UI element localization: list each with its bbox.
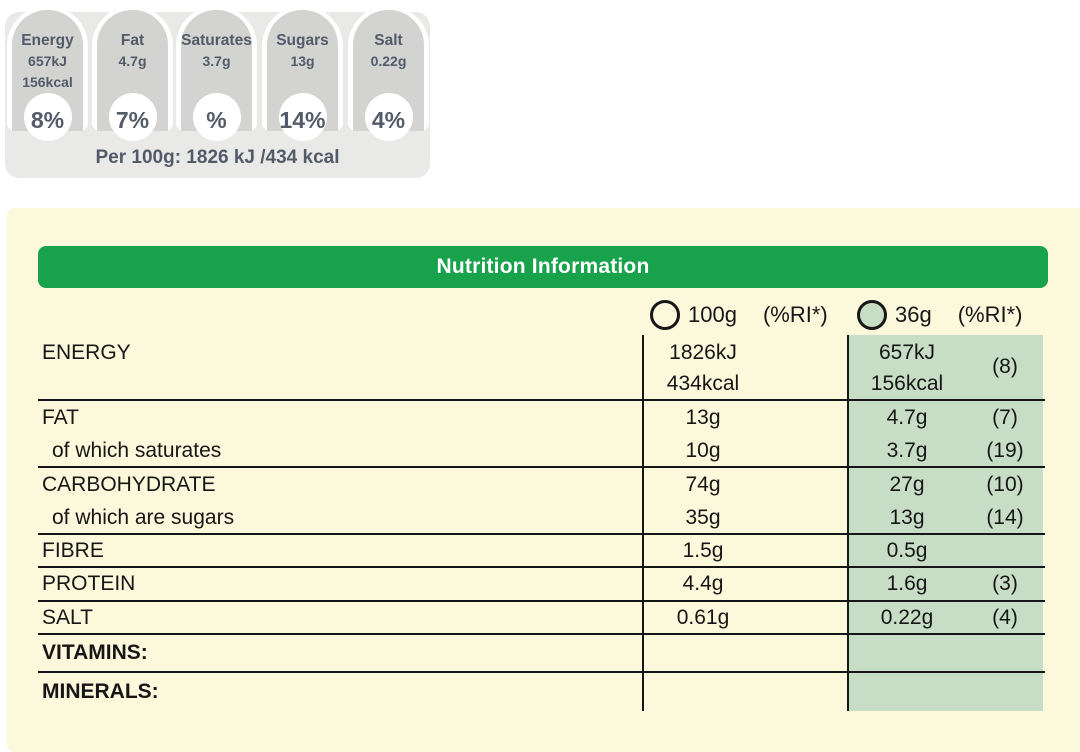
table-row [38,673,1045,710]
badge-content [169,6,264,71]
value-36g: 27g [889,473,925,496]
row-label: SALT [42,605,93,629]
ri-36g: (7) [992,406,1018,429]
column-label-ri-36g: (%RI*) [957,302,1023,327]
row-label: PROTEIN [42,572,136,595]
badge-content [85,6,180,71]
traffic-badge-saturates [176,6,257,131]
traffic-light-banner [5,12,430,178]
ri-36g: (19) [986,438,1024,462]
badge-value: 13g [290,53,315,69]
row-label: CARBOHYDRATE [42,473,216,496]
traffic-badge-salt [348,6,429,131]
per-100g-summary: Per 100g: 1826 kJ /434 kcal [95,147,340,168]
column-header-100g [642,295,828,335]
badge-percent: 4% [371,107,406,133]
ri-36g: (10) [986,473,1024,496]
table-row [38,335,1045,401]
row-label: ENERGY [42,341,131,364]
badge-label: Energy [21,32,74,49]
value-36g: 0.5g [886,538,928,562]
badge-value: 4.7g [118,53,147,69]
nutrition-panel [7,208,1080,752]
nutrition-title: Nutrition Information [436,255,650,278]
value-100g: 10g [685,438,721,462]
badge-value: 156kcal [22,74,73,90]
value-36g: 13g [889,505,925,529]
badge-value: 0.22g [370,53,407,69]
traffic-badge-sugars [262,6,343,131]
value-100g: 35g [685,505,721,529]
serving-circle-icon-36g [857,300,887,330]
badge-value: 3.7g [202,53,231,69]
table-header-row [38,295,1045,335]
badge-label: Sugars [276,32,329,49]
serving-circle-icon-100g [650,300,680,330]
row-label: FIBRE [42,538,104,562]
column-header-36g [847,295,1023,335]
value-100g: 74g [685,473,721,496]
ri-36g: (14) [986,505,1024,529]
badge-content [255,6,350,71]
table-row [38,468,1045,502]
value-36g: 0.22g [880,605,934,629]
table-row [38,568,1045,602]
row-label: of which are sugars [52,505,235,529]
badge-value: 657kJ [28,53,67,69]
badge-content [341,6,436,71]
value-36g: 1.6g [886,572,928,595]
value-36g: 657kJ 156kcal [870,341,944,395]
column-label-ri-100g: (%RI*) [762,302,828,327]
badge-label: Salt [374,32,403,49]
badge-label: Fat [120,32,145,49]
ri-100g [762,335,849,337]
value-100g: 4.4g [682,572,724,595]
badge-label: Saturates [181,32,252,49]
row-label: VITAMINS: [42,641,148,664]
table-body [38,335,1045,710]
nutrition-title-bar [38,246,1048,288]
badge-content [0,6,95,92]
traffic-badge-fat [92,6,173,131]
row-label: MINERALS: [42,679,159,703]
table-row [38,435,1045,468]
traffic-badge-energy [7,6,88,131]
row-label: of which saturates [52,438,222,462]
table-row [38,635,1045,673]
value-100g: 1.5g [682,538,724,562]
value-100g: 1826kJ 434kcal [666,341,740,395]
value-36g: 3.7g [886,438,928,462]
row-label: FAT [42,406,79,429]
ri-36g: (8) [992,355,1018,378]
nutrition-table [38,295,1045,711]
badge-percent: 7% [115,107,150,133]
badge-percent: 14% [279,107,326,133]
ri-36g: (4) [992,605,1018,629]
table-row [38,502,1045,535]
badge-percent: 8% [30,107,65,133]
value-100g: 13g [685,406,721,429]
table-row [38,602,1045,635]
badge-percent: % [206,107,227,133]
ri-36g: (3) [992,572,1018,595]
column-label-36g: 36g [895,302,932,327]
value-100g: 0.61g [676,605,730,629]
table-row [38,401,1045,435]
column-label-100g: 100g [688,302,737,327]
value-36g: 4.7g [886,406,928,429]
table-row [38,535,1045,568]
